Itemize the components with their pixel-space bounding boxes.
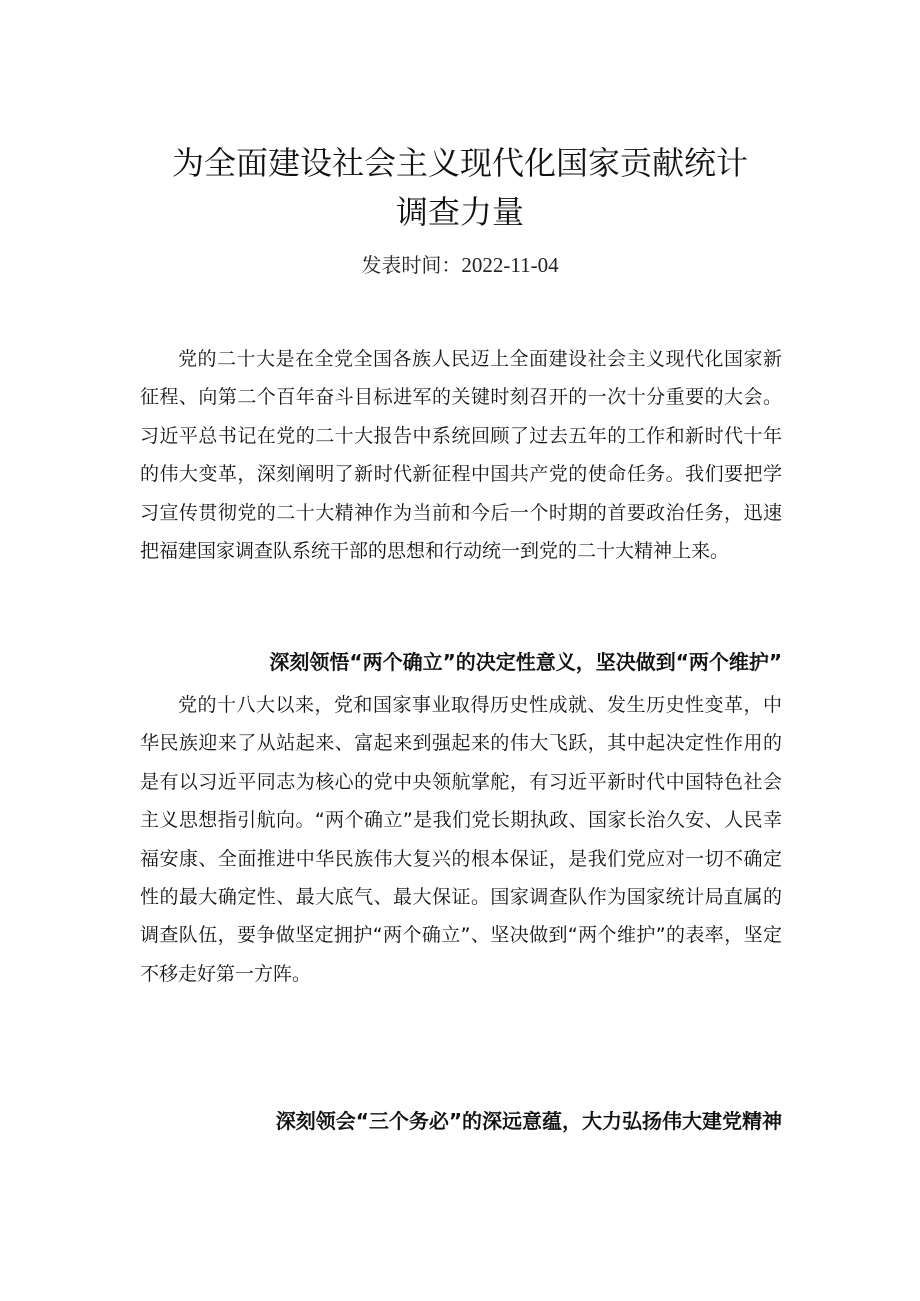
document-title-line-2: 调查力量 bbox=[395, 193, 524, 231]
section-heading-2: 深刻领会“三个务必”的深远意蕴，大力弘扬伟大建党精神 bbox=[275, 1109, 782, 1133]
paragraph-2: 党的十八大以来，党和国家事业取得历史性成就、发生历史性变革，中华民族迎来了从站起来、富起来到强起来的伟大飞跃，其中起决定性作用的是有以习近平同志为核心的党中央领航掌舵，有习近平新时代中国特色社会主义思想指引航向。“两个确立”是我们党长期执政、国家长治久安、人民幸福安康、全面推进中华民族伟大复兴的根本保证，是我们党应对一切不确定性的最大确定性、最大底气、最大保证。国家调查队作为国家统计局直属的调查队伍，要争做坚定拥护“两个确立”、坚决做到“两个维护”的表率，坚定不移走好第一方阵。 bbox=[140, 694, 782, 985]
publish-date bbox=[100, 251, 820, 279]
document-title-line-1: 为全面建设社会主义现代化国家贡献统计 bbox=[171, 144, 748, 182]
paragraph-1: 党的二十大是在全党全国各族人民迈上全面建设社会主义现代化国家新征程、向第二个百年奋斗目标进军的关键时刻召开的一次十分重要的大会。习近平总书记在党的二十大报告中系统回顾了过去五年的工作和新时代十年的伟大变革，深刻阐明了新时代新征程中国共产党的使命任务。我们要把学习宣传贯彻党的二十大精神作为当前和今后一个时期的首要政治任务，迅速把福建国家调查队系统干部的思想和行动统一到党的二十大精神上来。 bbox=[140, 348, 782, 563]
section-heading-1: 深刻领悟“两个确立”的决定性意义，坚决做到“两个维护” bbox=[269, 650, 782, 674]
publish-date-label: 发表时间： bbox=[361, 253, 462, 277]
publish-date-value: 2022-11-04 bbox=[461, 253, 559, 277]
